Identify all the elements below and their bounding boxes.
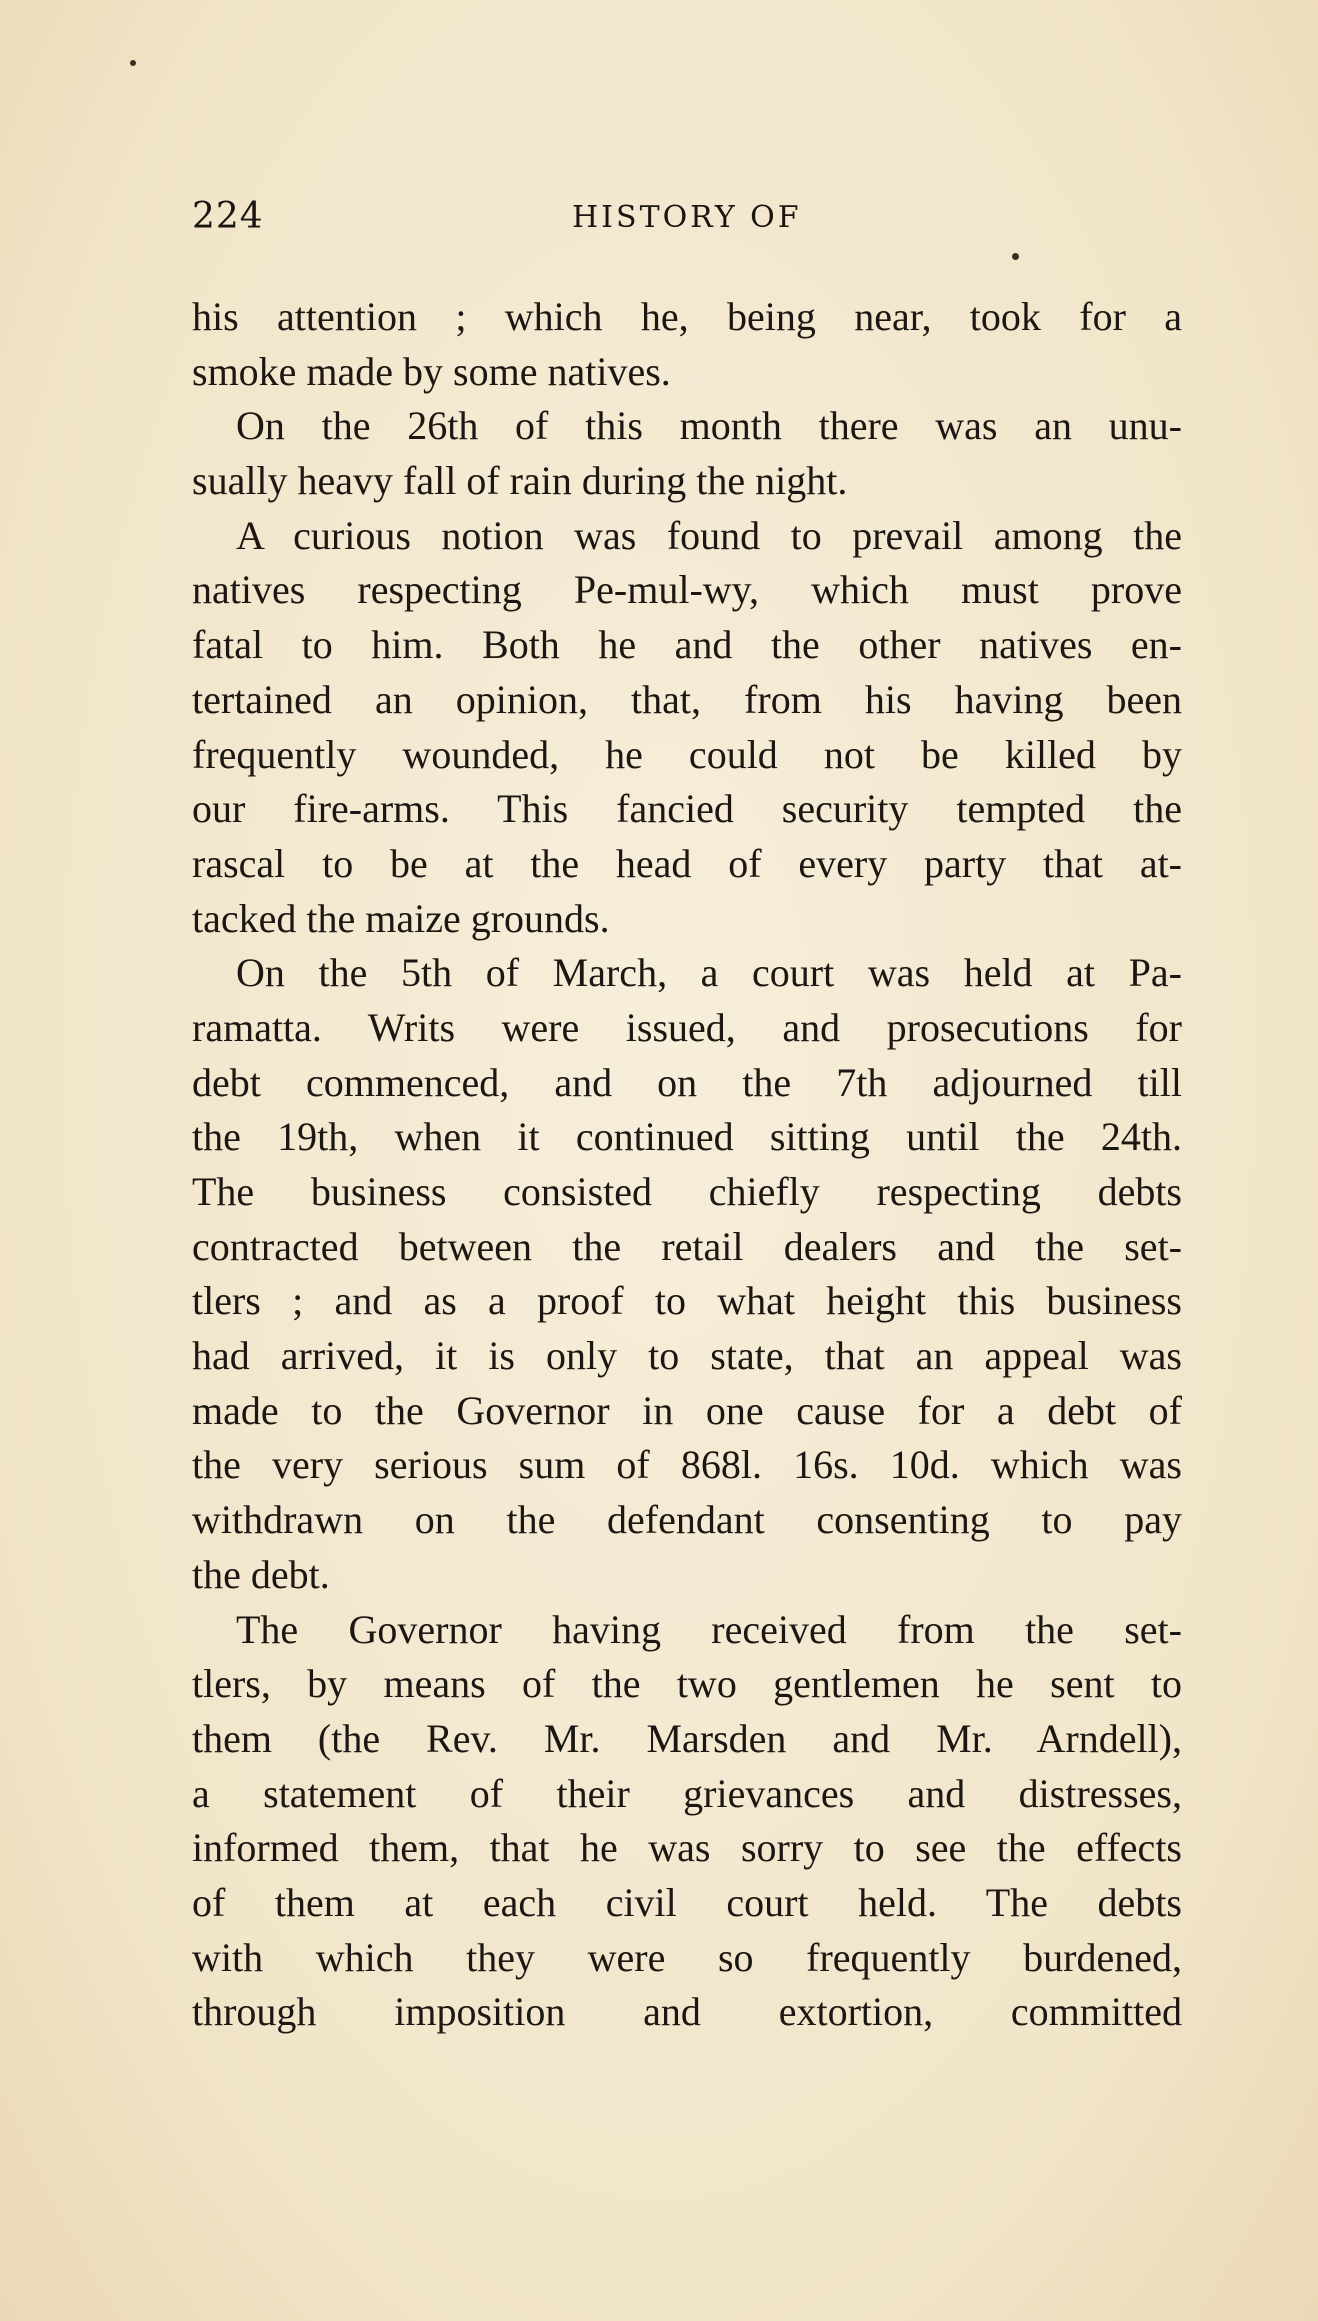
- text-line: debt commenced, and on the 7th adjourned till: [192, 1059, 1182, 1105]
- running-head: HISTORY OF: [572, 200, 802, 235]
- text-line: rascal to be at the head of every party that at-: [192, 840, 1182, 886]
- text-line: made to the Governor in one cause for a debt of: [192, 1387, 1182, 1433]
- text-line: our fire-arms. This fancied security tempted the: [192, 786, 1182, 832]
- text-line: tlers ; and as a proof to what height this business: [192, 1278, 1182, 1324]
- ink-speck: [1012, 253, 1019, 260]
- text-line: frequently wounded, he could not be killed by: [192, 731, 1182, 777]
- text-line: withdrawn on the defendant consenting to pay: [192, 1497, 1182, 1543]
- page-header: [192, 196, 1182, 246]
- text-line: the debt.: [192, 1551, 330, 1597]
- text-line: On the 26th of this month there was an unu-: [236, 403, 1182, 449]
- text-line: contracted between the retail dealers and the set-: [192, 1223, 1182, 1269]
- text-line: the 19th, when it continued sitting until the 24th.: [192, 1114, 1182, 1160]
- text-line: the very serious sum of 868l. 16s. 10d. which was: [192, 1442, 1182, 1488]
- text-line: sually heavy fall of rain during the night.: [192, 458, 848, 504]
- text-line: informed them, that he was sorry to see the effects: [192, 1825, 1182, 1871]
- text-line: tlers, by means of the two gentlemen he sent to: [192, 1661, 1182, 1707]
- text-line: fatal to him. Both he and the other natives en-: [192, 622, 1182, 668]
- text-line: On the 5th of March, a court was held at Pa-: [236, 950, 1182, 996]
- ink-speck: [130, 60, 136, 66]
- text-line: had arrived, it is only to state, that an appeal was: [192, 1333, 1182, 1379]
- text-line: them (the Rev. Mr. Marsden and Mr. Arndell),: [192, 1715, 1182, 1761]
- page-number: 224: [192, 196, 264, 237]
- text-line: a statement of their grievances and distresses,: [192, 1770, 1182, 1816]
- text-line: through imposition and extortion, committed: [192, 1989, 1182, 2035]
- text-line: ramatta. Writs were issued, and prosecutions for: [192, 1004, 1182, 1050]
- text-line: smoke made by some natives.: [192, 348, 671, 394]
- text-line: The business consisted chiefly respecting debts: [192, 1169, 1182, 1214]
- text-line: A curious notion was found to prevail among the: [236, 512, 1182, 558]
- body-text: [192, 290, 1182, 2040]
- text-line: with which they were so frequently burdened,: [192, 1934, 1182, 1980]
- text-line: The Governor having received from the set-: [236, 1606, 1182, 1652]
- text-line: his attention ; which he, being near, took for a: [192, 294, 1182, 339]
- text-line: of them at each civil court held. The debts: [192, 1879, 1182, 1925]
- text-line: natives respecting Pe-mul-wy, which must prove: [192, 567, 1182, 613]
- text-line: tacked the maize grounds.: [192, 895, 610, 941]
- text-line: tertained an opinion, that, from his having been: [192, 676, 1182, 722]
